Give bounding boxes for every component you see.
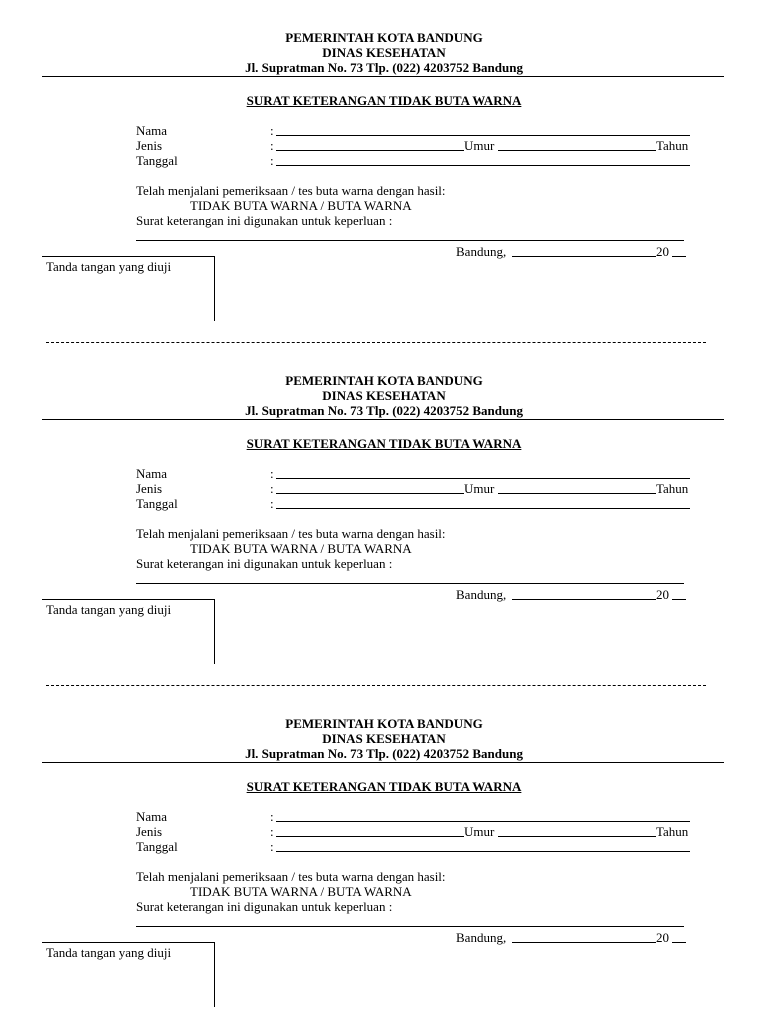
- certificate-form-1: [0, 0, 768, 343]
- purpose-field[interactable]: [136, 583, 684, 584]
- nama-row: [136, 123, 696, 138]
- purpose-statement: Surat keterangan ini digunakan untuk keperluan :: [136, 556, 393, 571]
- jenis-row: [136, 824, 696, 839]
- nama-label: Nama: [136, 809, 168, 824]
- tanggal-row: [136, 839, 696, 854]
- header-address: Jl. Supratman No. 73 Tlp. (022) 4203752 Bandung: [245, 403, 523, 418]
- signature-label: Tanda tangan yang diuji: [46, 945, 172, 960]
- tanggal-field[interactable]: [276, 165, 690, 166]
- header-divider: [42, 76, 724, 77]
- header-department: DINAS KESEHATAN: [322, 388, 446, 403]
- certificate-title: SURAT KETERANGAN TIDAK BUTA WARNA: [246, 436, 522, 451]
- nama-label: Nama: [136, 466, 168, 481]
- header-government: PEMERINTAH KOTA BANDUNG: [285, 30, 483, 45]
- year-field[interactable]: [672, 942, 686, 943]
- nama-label: Nama: [136, 123, 168, 138]
- tanggal-label: Tanggal: [136, 839, 178, 854]
- tanggal-colon: :: [270, 153, 274, 168]
- purpose-field[interactable]: [136, 926, 684, 927]
- header-department: DINAS KESEHATAN: [322, 45, 446, 60]
- exam-statement: Telah menjalani pemeriksaan / tes buta warna dengan hasil:: [136, 183, 446, 198]
- umur-label: Umur: [464, 481, 495, 496]
- certificate-form-3: [0, 686, 768, 1029]
- tanggal-label: Tanggal: [136, 153, 178, 168]
- header-divider: [42, 762, 724, 763]
- nama-field[interactable]: [276, 135, 690, 136]
- jenis-row: [136, 138, 696, 153]
- header-government: PEMERINTAH KOTA BANDUNG: [285, 373, 483, 388]
- exam-result-options: TIDAK BUTA WARNA / BUTA WARNA: [190, 541, 412, 556]
- certificate-title: SURAT KETERANGAN TIDAK BUTA WARNA: [246, 779, 522, 794]
- year-field[interactable]: [672, 599, 686, 600]
- tahun-label: Tahun: [656, 824, 689, 839]
- place-label: Bandung,: [456, 930, 507, 945]
- tanggal-field[interactable]: [276, 851, 690, 852]
- umur-label: Umur: [464, 824, 495, 839]
- tanggal-row: [136, 496, 696, 511]
- exam-statement: Telah menjalani pemeriksaan / tes buta warna dengan hasil:: [136, 526, 446, 541]
- nama-field[interactable]: [276, 478, 690, 479]
- jenis-field[interactable]: [276, 836, 464, 837]
- jenis-label: Jenis: [136, 481, 162, 496]
- jenis-colon: :: [270, 481, 274, 496]
- exam-statement: Telah menjalani pemeriksaan / tes buta warna dengan hasil:: [136, 869, 446, 884]
- certificate-title: SURAT KETERANGAN TIDAK BUTA WARNA: [246, 93, 522, 108]
- year-prefix: 20: [656, 244, 669, 259]
- jenis-colon: :: [270, 824, 274, 839]
- header-address: Jl. Supratman No. 73 Tlp. (022) 4203752 Bandung: [245, 746, 523, 761]
- year-field[interactable]: [672, 256, 686, 257]
- place-label: Bandung,: [456, 587, 507, 602]
- nama-row: [136, 466, 696, 481]
- year-prefix: 20: [656, 930, 669, 945]
- jenis-label: Jenis: [136, 824, 162, 839]
- umur-field[interactable]: [498, 493, 656, 494]
- year-prefix: 20: [656, 587, 669, 602]
- jenis-field[interactable]: [276, 493, 464, 494]
- exam-result-options: TIDAK BUTA WARNA / BUTA WARNA: [190, 884, 412, 899]
- nama-colon: :: [270, 466, 274, 481]
- purpose-field[interactable]: [136, 240, 684, 241]
- nama-row: [136, 809, 696, 824]
- tanggal-field[interactable]: [276, 508, 690, 509]
- umur-field[interactable]: [498, 836, 656, 837]
- umur-label: Umur: [464, 138, 495, 153]
- cut-line: [46, 342, 706, 343]
- exam-result-options: TIDAK BUTA WARNA / BUTA WARNA: [190, 198, 412, 213]
- nama-colon: :: [270, 123, 274, 138]
- tanggal-colon: :: [270, 839, 274, 854]
- umur-field[interactable]: [498, 150, 656, 151]
- jenis-field[interactable]: [276, 150, 464, 151]
- tahun-label: Tahun: [656, 481, 689, 496]
- header-government: PEMERINTAH KOTA BANDUNG: [285, 716, 483, 731]
- tanggal-colon: :: [270, 496, 274, 511]
- signature-label: Tanda tangan yang diuji: [46, 602, 172, 617]
- cut-line: [46, 685, 706, 686]
- nama-field[interactable]: [276, 821, 690, 822]
- signature-label: Tanda tangan yang diuji: [46, 259, 172, 274]
- purpose-statement: Surat keterangan ini digunakan untuk keperluan :: [136, 213, 393, 228]
- date-field[interactable]: [512, 942, 656, 943]
- place-label: Bandung,: [456, 244, 507, 259]
- tanggal-label: Tanggal: [136, 496, 178, 511]
- tahun-label: Tahun: [656, 138, 689, 153]
- jenis-colon: :: [270, 138, 274, 153]
- nama-colon: :: [270, 809, 274, 824]
- jenis-row: [136, 481, 696, 496]
- jenis-label: Jenis: [136, 138, 162, 153]
- date-field[interactable]: [512, 599, 656, 600]
- header-divider: [42, 419, 724, 420]
- date-field[interactable]: [512, 256, 656, 257]
- header-address: Jl. Supratman No. 73 Tlp. (022) 4203752 Bandung: [245, 60, 523, 75]
- header-department: DINAS KESEHATAN: [322, 731, 446, 746]
- tanggal-row: [136, 153, 696, 168]
- purpose-statement: Surat keterangan ini digunakan untuk keperluan :: [136, 899, 393, 914]
- certificate-form-2: [0, 343, 768, 686]
